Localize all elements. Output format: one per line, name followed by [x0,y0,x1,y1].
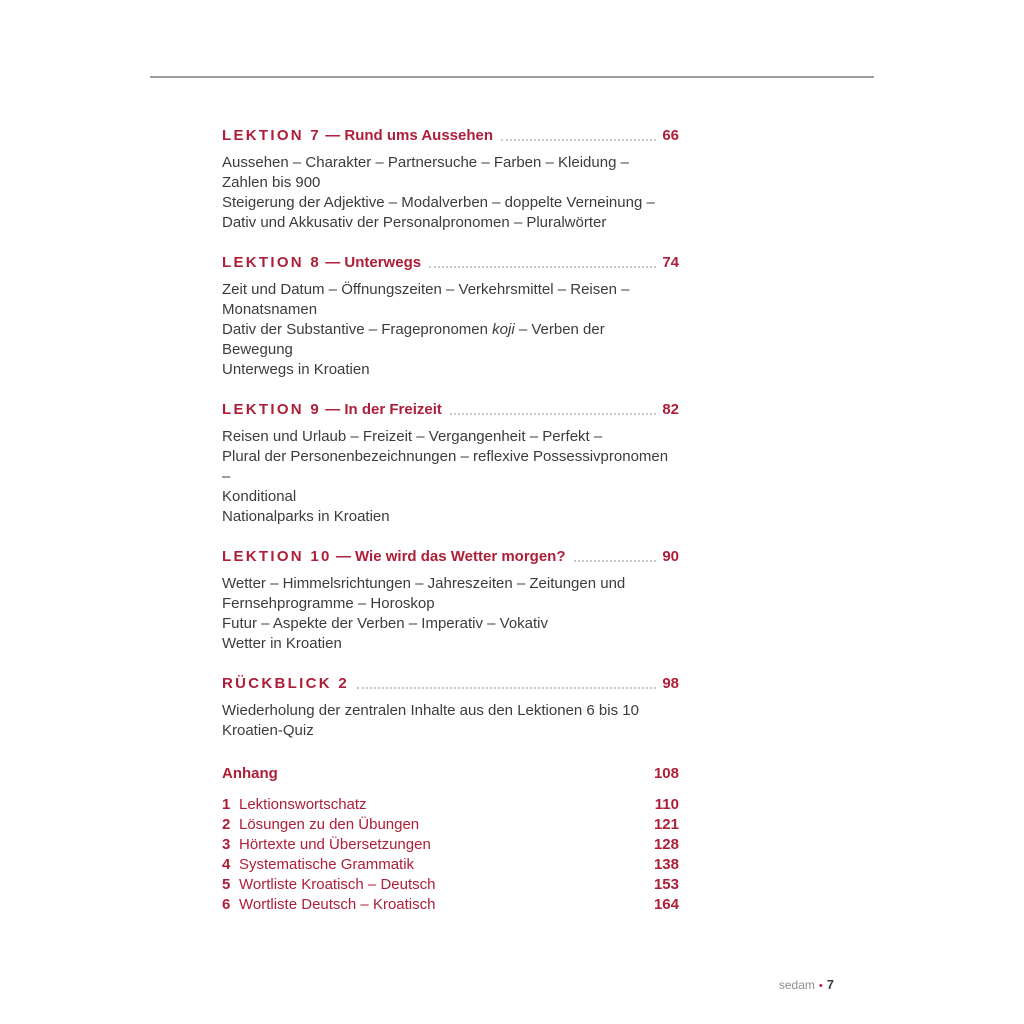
page-footer [779,977,834,992]
lesson-section [222,401,679,527]
item-number: 2 [222,816,231,833]
section-title: Unterwegs [344,254,422,271]
item-label: Lösungen zu den Übungen [239,816,420,833]
summary-text: Reisen und Urlaub – Freizeit – Vergangenheit – Perfekt – [222,428,603,445]
section-dash: — [321,401,345,418]
summary-line [222,594,679,614]
lesson-section [222,254,679,380]
summary-line [222,360,679,380]
section-heading [222,127,679,144]
section-page-number: 66 [662,127,679,144]
section-summary [222,574,679,654]
leader-dots [450,413,656,415]
item-label: Wortliste Kroatisch – Deutsch [239,876,436,893]
summary-line [222,320,679,360]
section-heading [222,548,679,565]
section-summary [222,280,679,380]
section-page-number: 98 [662,675,679,692]
footer-bullet-icon: • [818,980,823,992]
appendix-item [222,795,679,815]
top-rule [150,76,874,78]
item-number: 1 [222,796,231,813]
section-summary [222,153,679,233]
summary-text: Fernsehprogramme – Horoskop [222,595,435,612]
footer-page-number: 7 [826,977,834,992]
section-summary [222,427,679,527]
summary-line [222,614,679,634]
summary-line [222,634,679,654]
item-number: 6 [222,896,231,913]
summary-text: Wetter in Kroatien [222,635,342,652]
lesson-section [222,127,679,233]
section-label: LEKTION 9 [222,401,322,418]
section-page-number: 74 [662,254,679,271]
summary-text: Zahlen bis 900 [222,174,321,191]
appendix-item [222,895,679,915]
section-title: Rund ums Aussehen [344,127,494,144]
item-page-number: 138 [653,856,679,873]
item-page-number: 121 [653,816,679,833]
appendix-item [222,875,679,895]
summary-text: Konditional [222,488,297,505]
summary-text: Aussehen – Charakter – Partnersuche – Farben – Kleidung – [222,154,629,171]
summary-line [222,447,679,487]
footer-word: sedam [778,978,815,992]
section-page-number: 82 [662,401,679,418]
summary-line [222,574,679,594]
leader-dots [501,139,656,141]
leader-dots [574,560,657,562]
summary-line [222,213,679,233]
section-title: Wie wird das Wetter morgen? [355,548,566,565]
summary-line [222,153,679,173]
summary-term-italic: koji [492,321,515,338]
summary-line [222,487,679,507]
summary-text: Futur – Aspekte der Verben – Imperativ – Vokativ [222,615,549,632]
section-heading [222,675,679,692]
appendix-item [222,855,679,875]
summary-text: Kroatien-Quiz [222,722,314,739]
item-number: 3 [222,836,231,853]
item-page-number: 164 [653,896,679,913]
summary-text: Monatsnamen [222,301,318,318]
section-dash: — [321,127,345,144]
summary-text: Wiederholung der zentralen Inhalte aus den Lektionen 6 bis 10 [222,702,639,719]
summary-text: Wetter – Himmelsrichtungen – Jahreszeiten – Zeitungen und [222,575,626,592]
toc-sections [222,127,679,741]
summary-text: Nationalparks in Kroatien [222,508,390,525]
item-label: Systematische Grammatik [239,856,415,873]
lesson-section [222,675,679,741]
item-number: 5 [222,876,231,893]
item-label: Hörtexte und Übersetzungen [239,836,431,853]
summary-line [222,427,679,447]
summary-text: Steigerung der Adjektive – Modalverben – doppelte Verneinung – [222,194,655,211]
appendix-heading [222,765,679,782]
section-label: LEKTION 8 [222,254,322,271]
summary-line [222,701,679,721]
lesson-section [222,548,679,654]
section-heading [222,254,679,271]
section-page-number: 90 [662,548,679,565]
item-label: Lektionswortschatz [239,796,367,813]
summary-line [222,721,679,741]
summary-line [222,193,679,213]
appendix-list [222,795,679,915]
appendix-item [222,835,679,855]
section-summary [222,701,679,741]
summary-text: Dativ der Substantive – Fragepronomen [222,321,493,338]
leader-dots [357,687,656,689]
item-page-number: 128 [653,836,679,853]
summary-text: Plural der Personenbezeichnungen – reflexive Possessivpronomen – [222,448,669,485]
appendix-item [222,815,679,835]
item-label: Wortliste Deutsch – Kroatisch [239,896,436,913]
item-page-number: 110 [654,796,679,813]
summary-text: Zeit und Datum – Öffnungszeiten – Verkehrsmittel – Reisen – [222,281,630,298]
item-number: 4 [222,856,231,873]
appendix-section [222,765,679,915]
section-label: LEKTION 10 [222,548,332,565]
summary-text: Unterwegs in Kroatien [222,361,370,378]
summary-text: Dativ und Akkusativ der Personalpronomen – Pluralwörter [222,214,607,231]
section-label: LEKTION 7 [222,127,322,144]
section-label: RÜCKBLICK 2 [222,675,349,692]
appendix-page-number: 108 [653,765,679,782]
summary-line [222,173,679,193]
summary-line [222,507,679,527]
appendix-title: Anhang [222,765,278,782]
section-title: In der Freizeit [344,401,442,418]
section-dash: — [321,254,345,271]
toc-content [222,127,679,915]
section-heading [222,401,679,418]
summary-line [222,300,679,320]
summary-line [222,280,679,300]
leader-dots [429,266,656,268]
item-page-number: 153 [653,876,679,893]
summary-text: – Verben der Bewegung [222,321,605,358]
section-dash: — [331,548,356,565]
